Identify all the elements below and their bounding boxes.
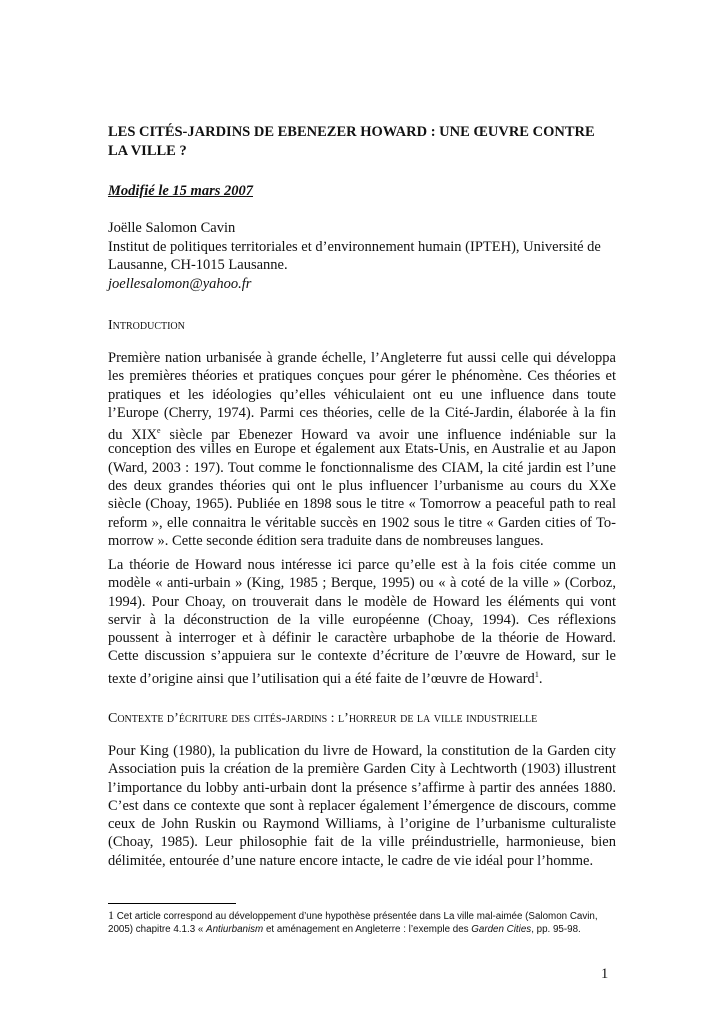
paragraph-line: morrow ». Cette seconde édition sera traduite dans de nombreuses langues. xyxy=(108,532,544,549)
paragraph-line: modèle « anti-urbain » (King, 1985 ; Berque, 1995) ou « à coté de la ville » (Corboz, xyxy=(108,575,616,592)
author-block xyxy=(108,219,628,293)
modified-date: Modifié le 15 mars 2007 xyxy=(108,183,253,199)
footnote-divider xyxy=(108,903,236,904)
paragraph-last-text: texte d’origine ainsi que l’utilisation qui a été faite de l’œuvre de Howard xyxy=(108,670,535,687)
paragraph-line: (Ward, 2003 : 197). Tout comme le fonctionnalisme des CIAM, la cité jardin est l’une xyxy=(108,459,616,476)
page-number: 1 xyxy=(601,966,609,982)
paragraph-line: les premières théories et pratiques conçues pour gérer le phénomène. Ces théories et xyxy=(108,368,616,385)
century-line-rest: siècle par Ebenezer Howard va avoir une influence indéniable sur la xyxy=(169,427,616,444)
paragraph-1 xyxy=(108,349,616,550)
paragraph-line: Association puis la création de la première Garden City à Lechtworth (1903) illustrent xyxy=(108,761,616,778)
paragraph-line: des deux grandes théories qui ont le plus influencer l’urbanisme au cours du XXe xyxy=(108,478,616,495)
paragraph-line: poussent à interroger et à définir le caractère urbaphobe de la théorie de Howard. xyxy=(108,630,616,647)
paragraph-line: conception des villes en Europe et également aux Etats-Unis, en Australie et au Japon xyxy=(108,441,616,458)
paragraph-line xyxy=(108,666,616,687)
paragraph-line: ceux de John Ruskin ou Raymond Williams, à l’origine de l’urbanisme culturaliste xyxy=(108,816,616,833)
paragraph-line: l’Europe (Cherry, 1974). Parmi ces théories, celle de la Cité-Jardin, élaborée à la fin xyxy=(108,404,616,421)
footnote-italic-term: Garden Cities xyxy=(471,924,532,935)
author-email[interactable]: joellesalomon@yahoo.fr xyxy=(108,275,252,292)
footnote xyxy=(108,909,616,936)
title-line-2: LA VILLE ? xyxy=(108,143,187,159)
century-prefix: du XIX xyxy=(108,427,158,444)
paragraph-line: servir à la déconstruction de la ville européenne (Choay, 1994). Ces réflexions xyxy=(108,611,616,628)
paragraph-line: reform », elle connaitra le véritable succès en 1902 sous le titre « Garden cities of To- xyxy=(108,514,616,531)
paragraph-3 xyxy=(108,742,616,870)
paragraph-line: pratiques et les idéologies qu’elles véhiculaient ont eu une influence dans toute xyxy=(108,386,616,403)
century-superscript: e xyxy=(157,426,161,436)
paragraph-line: l’importance du lobby anti-urbain dont la présence s’affirme à partir des années 1880. xyxy=(108,779,616,796)
footnote-number: 1 xyxy=(108,908,114,922)
footnote-text: et aménagement en Angleterre : l’exemple des xyxy=(263,924,472,935)
footnote-text: , pp. 95-98. xyxy=(531,924,581,935)
paragraph-line: délimitée, entourée d’une nature encore intacte, le cadre de vie idéal pour l’homme. xyxy=(108,852,594,869)
paragraph-line: La théorie de Howard nous intéresse ici parce qu’elle est à la fois citée comme un xyxy=(108,557,616,573)
paragraph-line xyxy=(108,422,616,444)
author-affiliation-line-2: Lausanne, CH-1015 Lausanne. xyxy=(108,257,288,273)
author-name: Joëlle Salomon Cavin xyxy=(108,220,236,236)
footnote-reference[interactable]: 1 xyxy=(534,669,539,679)
document-title xyxy=(108,123,628,161)
title-line-1: LES CITÉS-JARDINS DE EBENEZER HOWARD : UNE ŒUVRE CONTRE xyxy=(108,124,595,140)
author-affiliation-line-1: Institut de politiques territoriales et d’environnement humain (IPTEH), Université de xyxy=(108,238,601,255)
paragraph-line: C’est dans ce contexte que sont à replacer également l’émergence de discours, comme xyxy=(108,797,616,814)
section-heading-context: Contexte d’écriture des cités-jardins : l’horreur de la ville industrielle xyxy=(108,711,538,726)
section-heading-introduction: Introduction xyxy=(108,318,185,333)
paragraph-line: (Choay, 1985). Leur philosophie fait de la ville préindustrielle, harmonieuse, bien xyxy=(108,834,616,851)
paragraph-line: siècle (Choay, 1965). Publiée en 1898 sous le titre « Tomorrow a peaceful path to real xyxy=(108,496,616,513)
footnote-text: Cet article correspond au développement d’une hypothèse présentée dans La ville mal-aimée (Salomon Cavin, 2005) chapitre 4.1.3 « xyxy=(108,911,598,935)
footnote-italic-term: Antiurbanism xyxy=(206,924,264,935)
paragraph-line: Pour King (1980), la publication du livre de Howard, la constitution de la Garden city xyxy=(108,743,616,759)
paragraph-line: Première nation urbanisée à grande échelle, l’Angleterre fut aussi celle qui développa xyxy=(108,350,616,366)
paragraph-line: 1994). Pour Choay, on trouverait dans le modèle de Howard les éléments qui vont xyxy=(108,593,616,610)
paragraph-end-punct: . xyxy=(538,670,543,687)
paragraph-line: Cette discussion s’appuiera sur le contexte d’écriture de l’œuvre de Howard, sur le xyxy=(108,648,616,665)
paragraph-2 xyxy=(108,556,616,687)
